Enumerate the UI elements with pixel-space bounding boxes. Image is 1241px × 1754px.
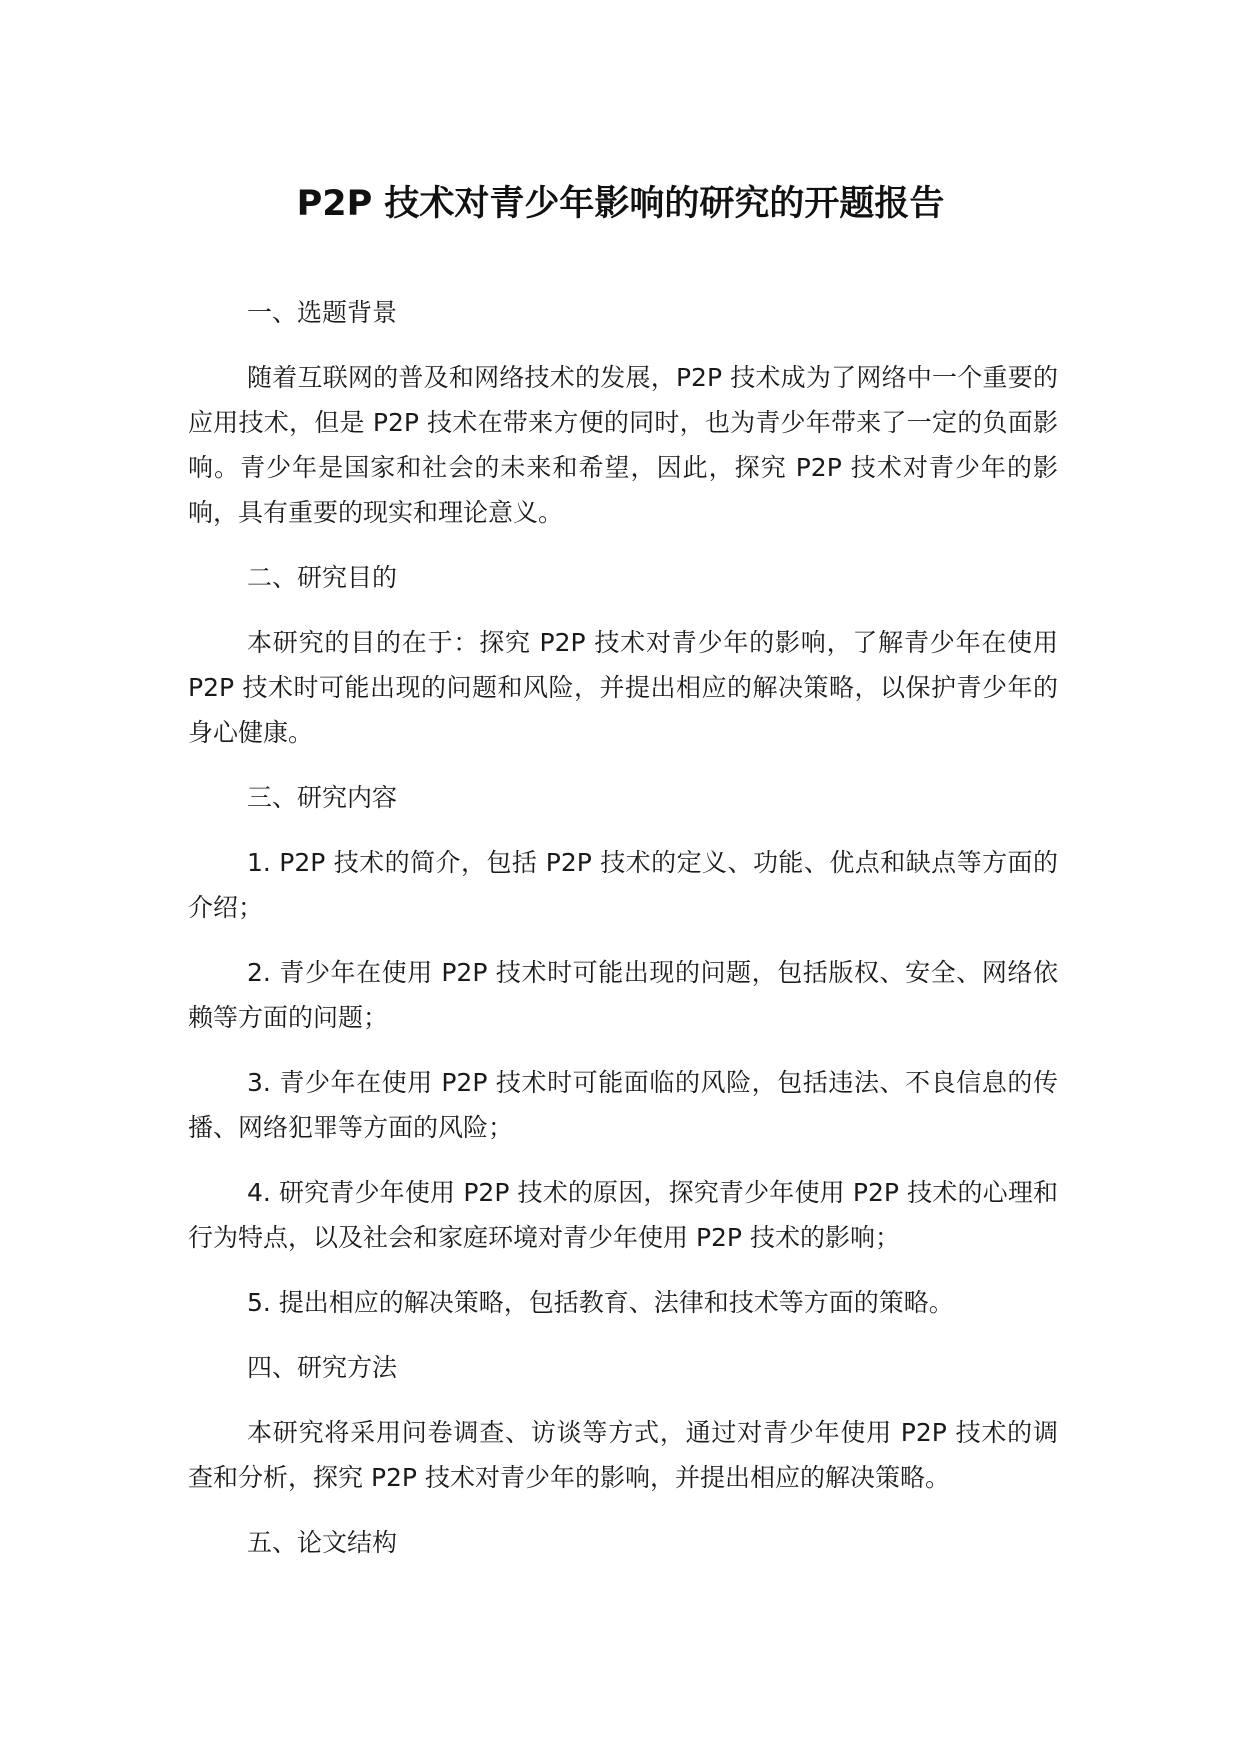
document-body	[188, 290, 1058, 1585]
section-heading-purpose: 二、研究目的	[247, 563, 398, 592]
section-heading-structure: 五、论文结构	[247, 1528, 398, 1557]
content-item-2: 2. 青少年在使用 P2P 技术时可能出现的问题，包括版权、安全、网络依赖等方面的问题；	[188, 958, 1058, 1032]
paragraph-method: 本研究将采用问卷调查、访谈等方式，通过对青少年使用 P2P 技术的调查和分析，探究 P2P 技术对青少年的影响，并提出相应的解决策略。	[188, 1418, 1058, 1492]
paragraph-purpose: 本研究的目的在于：探究 P2P 技术对青少年的影响，了解青少年在使用 P2P 技术时可能出现的问题和风险，并提出相应的解决策略，以保护青少年的身心健康。	[188, 628, 1058, 747]
section-heading-method: 四、研究方法	[247, 1353, 398, 1382]
section-heading-background: 一、选题背景	[247, 298, 398, 327]
document-title: P2P 技术对青少年影响的研究的开题报告	[296, 184, 945, 224]
paragraph-background: 随着互联网的普及和网络技术的发展，P2P 技术成为了网络中一个重要的应用技术，但是 P2P 技术在带来方便的同时，也为青少年带来了一定的负面影响。青少年是国家和社会的未来和希望，因此，探究 P2P 技术对青少年的影响，具有重要的现实和理论意义。	[188, 363, 1058, 527]
content-item-4: 4. 研究青少年使用 P2P 技术的原因，探究青少年使用 P2P 技术的心理和行为特点，以及社会和家庭环境对青少年使用 P2P 技术的影响；	[188, 1178, 1058, 1252]
content-item-5: 5. 提出相应的解决策略，包括教育、法律和技术等方面的策略。	[247, 1288, 954, 1317]
section-heading-content: 三、研究内容	[247, 783, 398, 812]
content-item-1: 1. P2P 技术的简介，包括 P2P 技术的定义、功能、优点和缺点等方面的介绍；	[188, 848, 1058, 922]
content-item-3: 3. 青少年在使用 P2P 技术时可能面临的风险，包括违法、不良信息的传播、网络犯罪等方面的风险；	[188, 1068, 1058, 1142]
